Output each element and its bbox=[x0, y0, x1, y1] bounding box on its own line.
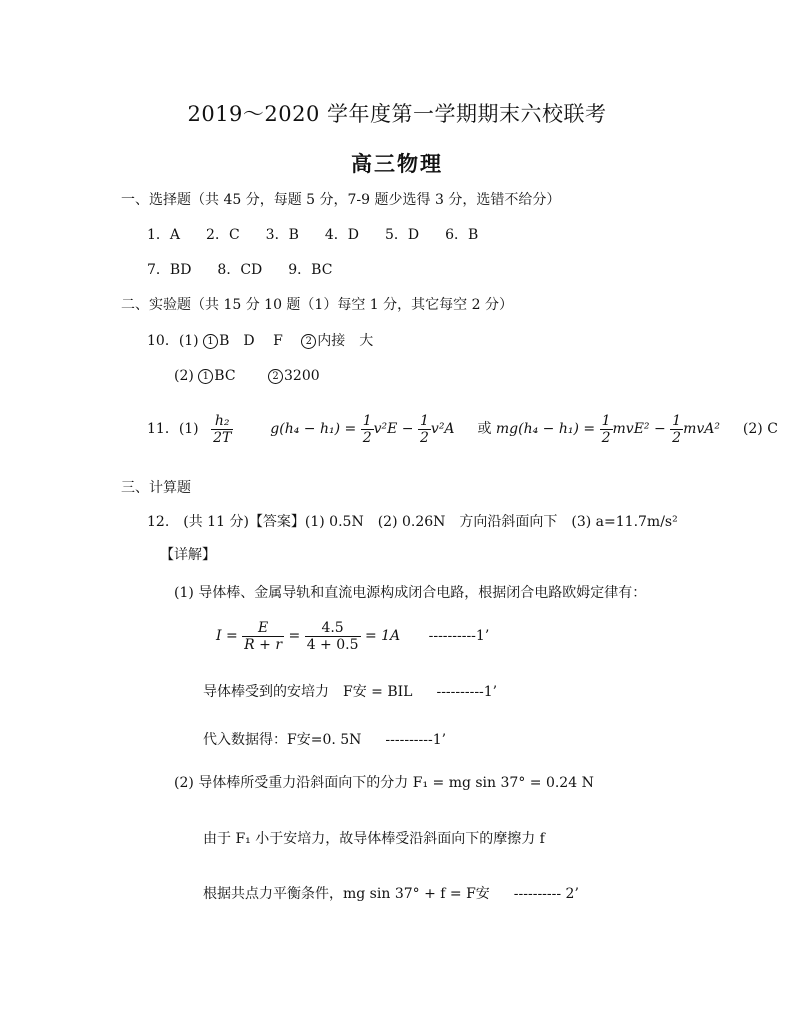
q11-eq1-left: g(h₄ − h₁) = bbox=[270, 421, 357, 437]
q11-line bbox=[147, 412, 778, 446]
q10-1-prefix: 10．(1) bbox=[147, 333, 199, 349]
score-mark: ---------- 2’ bbox=[513, 886, 579, 902]
q11-part2: (2) C bbox=[742, 421, 778, 437]
explanation-p5: 由于 F₁ 小于安培力，故导体棒受沿斜面向下的摩擦力 f bbox=[203, 831, 545, 847]
fraction: $\frac{1}{2}$ bbox=[672, 412, 682, 446]
section2-heading: 二、实验题（共 15 分 10 题（1）每空 1 分，其它每空 2 分） bbox=[121, 297, 513, 313]
q10-2-answer-b: 3200 bbox=[284, 368, 320, 384]
score-mark: ----------1’ bbox=[436, 684, 498, 700]
circled-number: 2 bbox=[301, 334, 316, 349]
explanation-p6: 根据共点力平衡条件，mg sin 37° + f = F安 ---------- 2’ bbox=[203, 886, 579, 902]
answer-3: 3．B bbox=[265, 227, 299, 243]
q11-eq2-term1: mvE² − bbox=[612, 421, 666, 437]
q10-2-answer-a: BC bbox=[214, 368, 236, 384]
answer-5: 5．D bbox=[385, 227, 420, 243]
q11-or: 或 bbox=[477, 421, 492, 437]
page-title: 2019～2020 学年度第一学期期末六校联考 bbox=[187, 102, 607, 126]
q11-eq1-term2: v²A bbox=[430, 421, 455, 437]
q10-2-prefix: (2) bbox=[174, 368, 194, 384]
answer-1: 1．A bbox=[147, 227, 181, 243]
explanation-p3: 代入数据得：F安=0. 5N ----------1’ bbox=[203, 732, 447, 748]
q11-fraction: $\frac{\text{h₂}}{2T}$ bbox=[213, 412, 232, 446]
explanation-p1: (1) 导体棒、金属导轨和直流电源构成闭合电路，根据闭合电路欧姆定律有： bbox=[174, 585, 647, 601]
fraction: $\frac{4.5}{4 + 0.5}$ bbox=[306, 619, 359, 653]
answer-9: 9．BC bbox=[288, 262, 333, 278]
ohm-law-equation: I = $\frac{E}{R + r}$ = $\frac{4.5}{4 + 0.5}$ = 1A ----------1’ bbox=[216, 619, 490, 653]
q12-answer-line: 12. (共 11 分)【答案】(1) 0.5N (2) 0.26N 方向沿斜面向下 (3) a=11.7m/s² bbox=[147, 514, 678, 530]
q10-1-answer-b: 内接 大 bbox=[317, 333, 374, 349]
section1-answers-row2 bbox=[147, 261, 358, 279]
answer-6: 6．B bbox=[445, 227, 479, 243]
q11-eq2-left: mg(h₄ − h₁) = bbox=[495, 421, 596, 437]
circled-number: 1 bbox=[198, 369, 213, 384]
fraction: $\frac{1}{2}$ bbox=[419, 412, 429, 446]
score-mark: ----------1’ bbox=[385, 732, 447, 748]
q10-part2 bbox=[174, 367, 320, 385]
section1-heading: 一、选择题（共 45 分，每题 5 分，7-9 题少选得 3 分，选错不给分） bbox=[121, 192, 561, 208]
answer-4: 4．D bbox=[324, 227, 359, 243]
fraction: $\frac{E}{R + r}$ bbox=[244, 619, 283, 653]
answer-2: 2．C bbox=[206, 227, 240, 243]
q10-part1 bbox=[147, 332, 373, 350]
explanation-p4: (2) 导体棒所受重力沿斜面向下的分力 F₁ = mg sin 37° = 0.24 N bbox=[174, 775, 594, 791]
q10-1-answer-a: B D F bbox=[219, 333, 283, 349]
fraction: $\frac{1}{2}$ bbox=[362, 412, 372, 446]
circled-number: 1 bbox=[203, 334, 218, 349]
detail-label: 【详解】 bbox=[160, 547, 216, 563]
explanation-p2: 导体棒受到的安培力 F安 = BIL ----------1’ bbox=[203, 684, 498, 700]
answer-7: 7．BD bbox=[147, 262, 192, 278]
page-subtitle: 高三物理 bbox=[351, 151, 443, 176]
section3-heading: 三、计算题 bbox=[121, 480, 191, 496]
q11-eq2-term2: mvA² bbox=[683, 421, 721, 437]
section1-answers-row1 bbox=[147, 226, 504, 244]
q11-eq1-term1: v²E − bbox=[373, 421, 414, 437]
score-mark: ----------1’ bbox=[428, 628, 490, 644]
fraction: $\frac{1}{2}$ bbox=[601, 412, 611, 446]
circled-number: 2 bbox=[268, 369, 283, 384]
q11-prefix: 11．(1) bbox=[147, 421, 199, 437]
answer-8: 8．CD bbox=[217, 262, 263, 278]
